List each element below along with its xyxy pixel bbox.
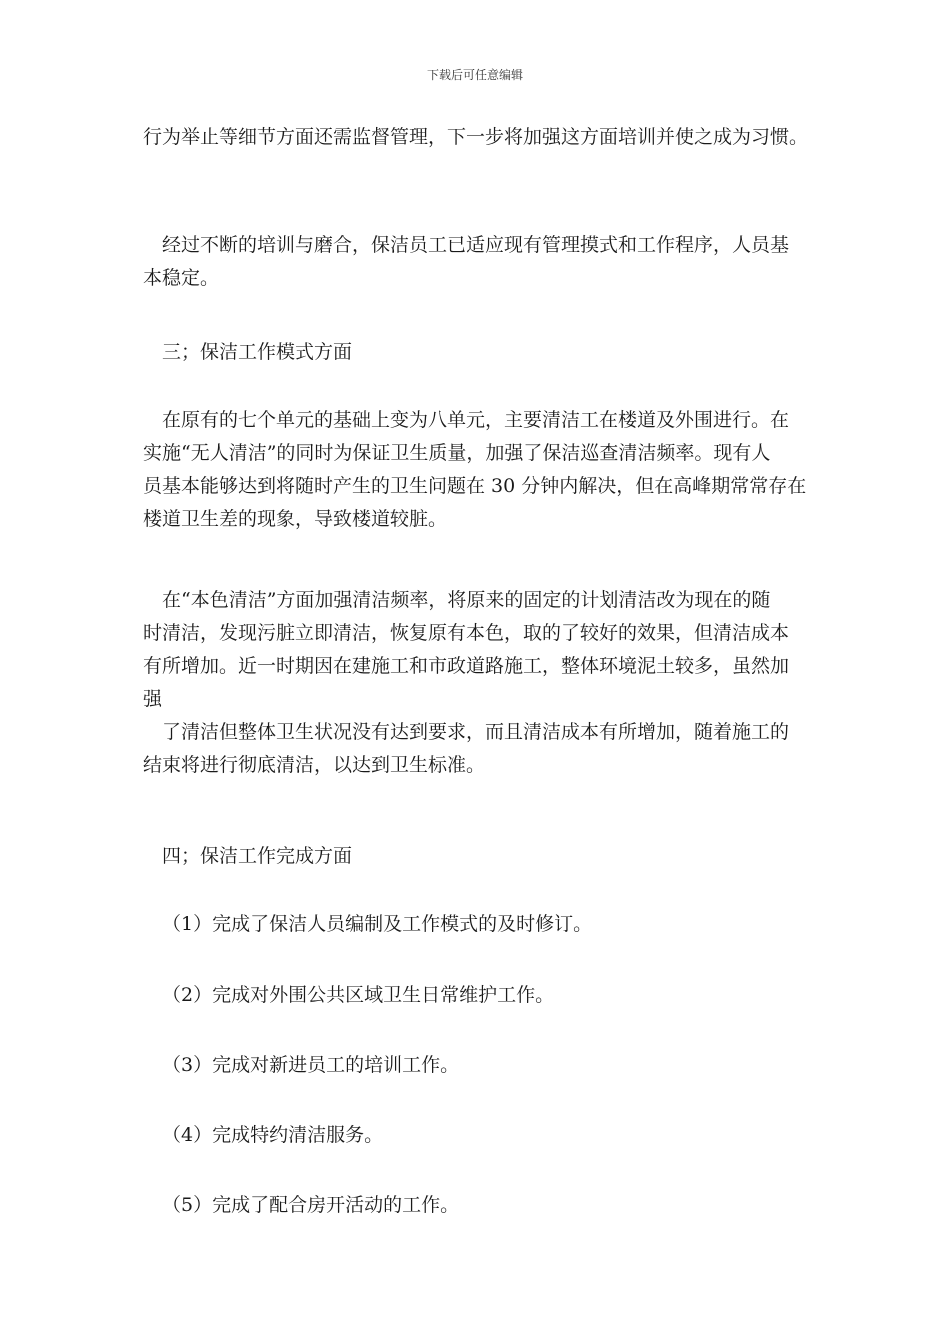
text-line: 本稳定。 xyxy=(143,267,220,289)
text-line: 在原有的七个单元的基础上变为八单元，主要清洁工在楼道及外围进行。在 xyxy=(162,409,790,431)
page-header: 下载后可任意编辑 xyxy=(426,68,523,82)
text-line: 经过不断的培训与磨合，保洁员工已适应现有管理摸式和工作程序，人员基 xyxy=(162,234,790,256)
list-item-text: （1）完成了保洁人员编制及工作模式的及时修订。 xyxy=(162,913,593,935)
paragraph-continuation xyxy=(143,121,823,154)
paragraph-staff-stability xyxy=(143,229,823,295)
section-heading-mode xyxy=(143,336,823,369)
list-item-text: （4）完成特约清洁服务。 xyxy=(162,1124,384,1146)
list-item xyxy=(143,908,823,941)
list-item xyxy=(143,979,823,1012)
list-item xyxy=(143,1119,823,1152)
text-line: 结束将进行彻底清洁，以达到卫生标准。 xyxy=(143,754,486,776)
paragraph-unit-cleaning xyxy=(143,404,823,536)
text-line: 有所增加。近一时期因在建施工和市政道路施工，整体环境泥土较多，虽然加 xyxy=(143,655,790,677)
text-line: 在“本色清洁”方面加强清洁频率，将原来的固定的计划清洁改为现在的随 xyxy=(162,589,771,611)
text-line: 行为举止等细节方面还需监督管理，下一步将加强这方面培训并使之成为习惯。 xyxy=(143,126,809,148)
text-line: 了清洁但整体卫生状况没有达到要求，而且清洁成本有所增加，随着施工的 xyxy=(162,721,790,743)
list-item-text: （2）完成对外围公共区域卫生日常维护工作。 xyxy=(162,984,555,1006)
paragraph-natural-color-cleaning xyxy=(143,584,823,782)
list-item xyxy=(143,1189,823,1222)
text-line: 强 xyxy=(143,688,163,710)
text-line: 员基本能够达到将随时产生的卫生问题在 30 分钟内解决，但在高峰期常常存在 xyxy=(143,475,807,497)
section-heading: 四；保洁工作完成方面 xyxy=(162,845,353,867)
list-item xyxy=(143,1049,823,1082)
list-item-text: （3）完成对新进员工的培训工作。 xyxy=(162,1054,460,1076)
list-item-text: （5）完成了配合房开活动的工作。 xyxy=(162,1194,460,1216)
section-heading: 三；保洁工作模式方面 xyxy=(162,341,353,363)
section-heading-completion xyxy=(143,840,823,873)
text-line: 实施“无人清洁”的同时为保证卫生质量，加强了保洁巡查清洁频率。现有人 xyxy=(143,442,771,464)
text-line: 楼道卫生差的现象，导致楼道较脏。 xyxy=(143,508,448,530)
text-line: 时清洁，发现污脏立即清洁，恢复原有本色，取的了较好的效果，但清洁成本 xyxy=(143,622,790,644)
